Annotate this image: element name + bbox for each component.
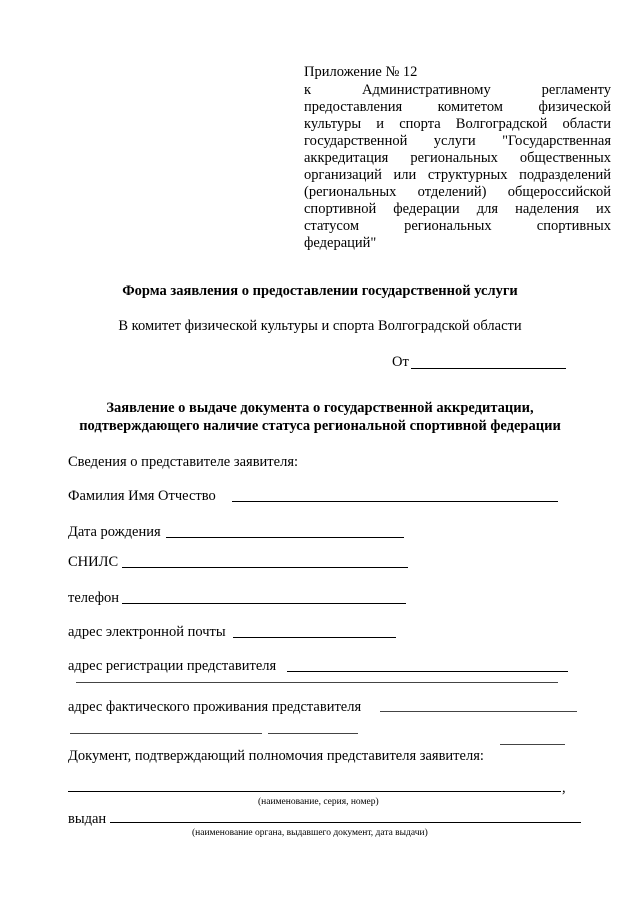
appendix-line: государственной услуги "Государственная: [304, 133, 611, 149]
appendix-line: предоставления комитетом физической: [304, 99, 611, 115]
actual-address-field-continuation-1[interactable]: [70, 733, 262, 734]
birth-date-field[interactable]: [166, 537, 404, 538]
appendix-line: организаций или структурных подразделений: [304, 167, 611, 183]
issued-field[interactable]: [110, 822, 581, 823]
actual-address-field-continuation-3[interactable]: [500, 744, 565, 745]
issued-label: выдан: [68, 811, 107, 827]
authority-doc-label: Документ, подтверждающий полномочия представителя заявителя:: [68, 746, 488, 766]
appendix-line: спортивной федерации для наделения их: [304, 201, 611, 217]
actual-address-field[interactable]: [380, 711, 577, 712]
phone-field[interactable]: [122, 603, 406, 604]
snils-label: СНИЛС: [68, 554, 119, 570]
authority-doc-hint: (наименование, серия, номер): [258, 797, 379, 807]
addressee: В комитет физической культуры и спорта Волгоградской области: [118, 318, 522, 334]
actual-address-label: адрес фактического проживания представителя: [68, 699, 362, 715]
appendix-text: [304, 82, 611, 252]
birth-date-label: Дата рождения: [68, 524, 161, 540]
appendix-line: (региональных отделений) общероссийской: [304, 184, 611, 200]
authority-doc-comma: ,: [562, 780, 566, 796]
email-field[interactable]: [233, 637, 396, 638]
appendix-line: аккредитация региональных общественных: [304, 150, 611, 166]
application-title-line1: Заявление о выдаче документа о государственной аккредитации,: [106, 400, 534, 416]
from-label: От: [392, 354, 409, 370]
application-title-line2: подтверждающего наличие статуса региональной спортивной федерации: [79, 418, 561, 434]
from-field[interactable]: [411, 368, 566, 369]
snils-field[interactable]: [122, 567, 408, 568]
actual-address-field-continuation-2[interactable]: [268, 733, 358, 734]
authority-doc-field[interactable]: [68, 791, 561, 792]
reg-address-field-continuation[interactable]: [76, 682, 558, 683]
full-name-field[interactable]: [232, 501, 558, 502]
representative-info-label: Сведения о представителе заявителя:: [68, 454, 299, 470]
appendix-line: к Административному регламенту: [304, 82, 611, 98]
full-name-label: Фамилия Имя Отчество: [68, 488, 216, 504]
phone-label: телефон: [68, 590, 120, 606]
appendix-title: Приложение № 12: [304, 64, 418, 80]
appendix-line: культуры и спорта Волгоградской области: [304, 116, 611, 132]
issued-hint: (наименование органа, выдавшего документ, дата выдачи): [192, 828, 428, 838]
form-title: Форма заявления о предоставлении государственной услуги: [122, 283, 518, 299]
appendix-line: статусом региональных спортивных: [304, 218, 611, 234]
appendix-last-line: федераций": [304, 235, 377, 251]
reg-address-field[interactable]: [287, 671, 568, 672]
reg-address-label: адрес регистрации представителя: [68, 658, 277, 674]
email-label: адрес электронной почты: [68, 624, 226, 640]
